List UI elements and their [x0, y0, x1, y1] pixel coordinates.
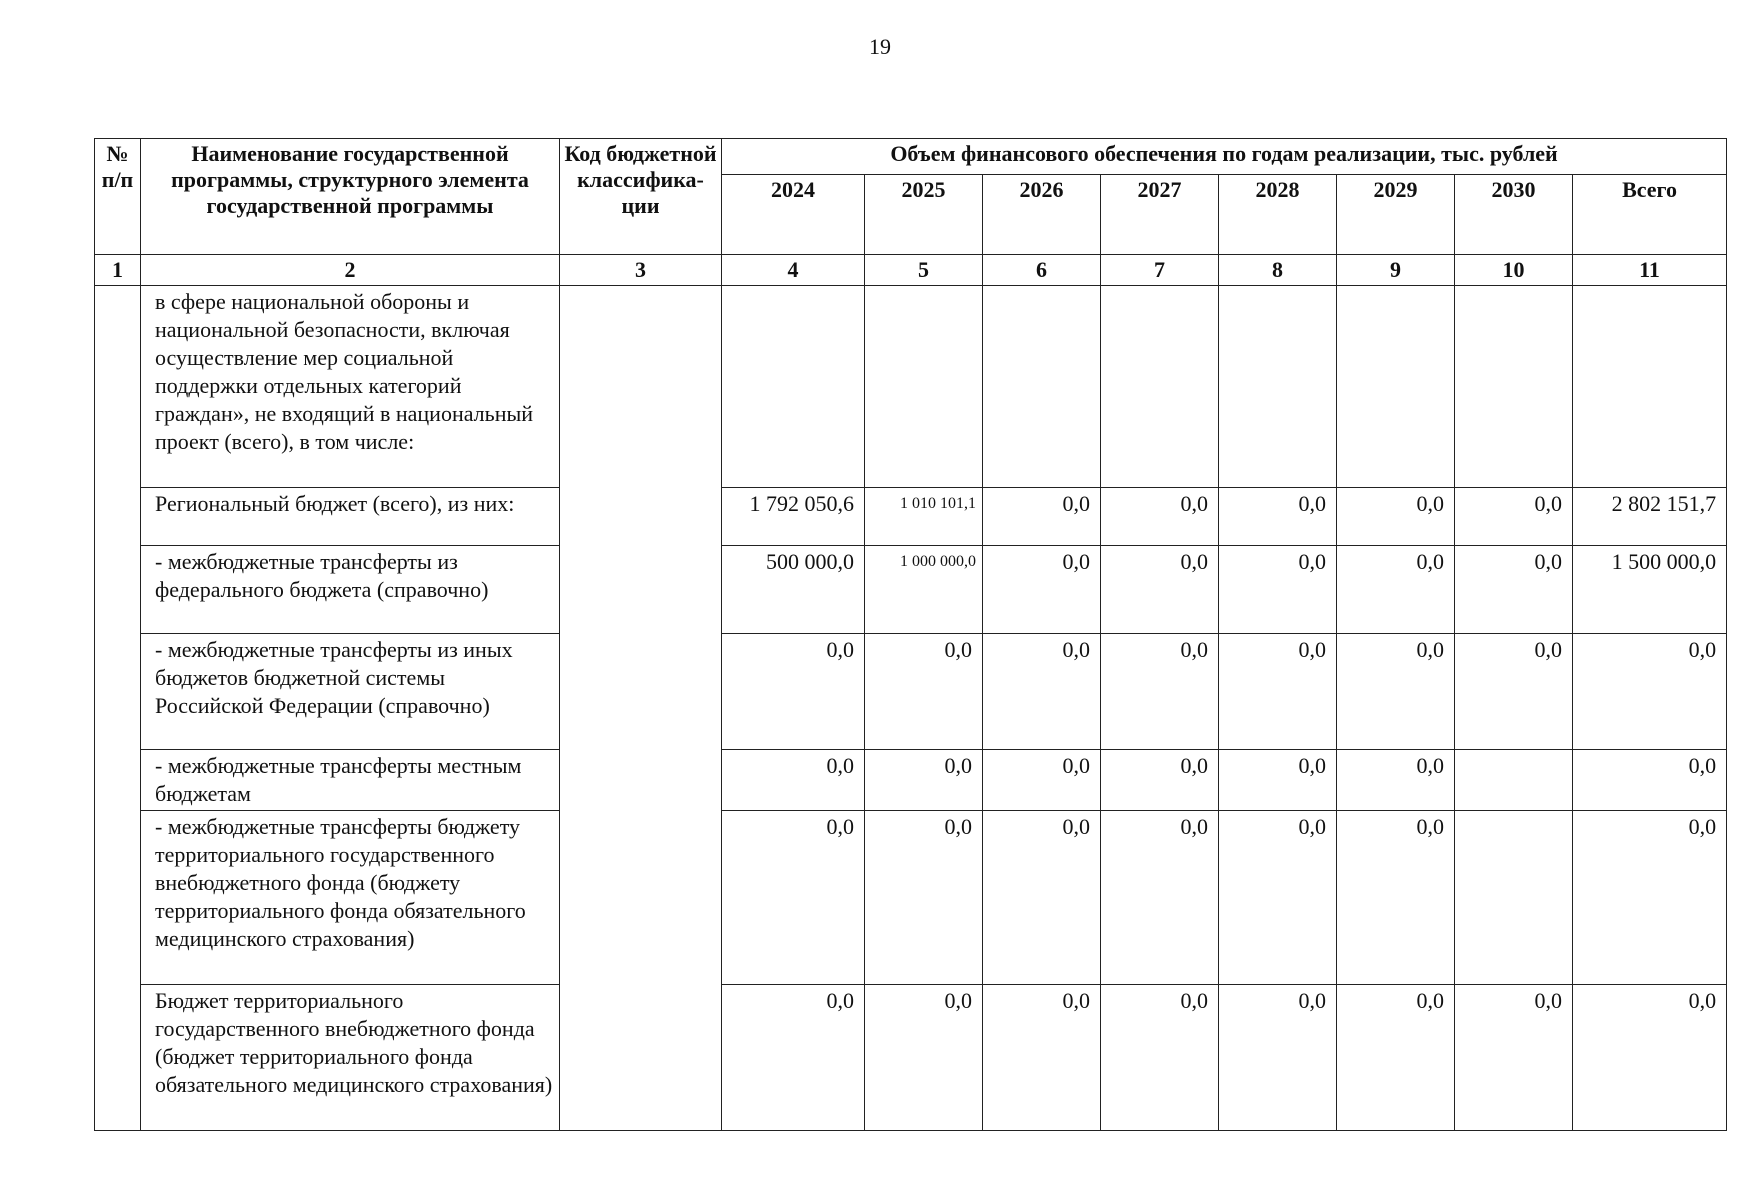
- value-cell: [983, 286, 1101, 488]
- value-cell: 2 802 151,7: [1573, 488, 1727, 546]
- value-cell: 0,0: [1219, 985, 1337, 1131]
- value-cell: 0,0: [722, 985, 865, 1131]
- table-row: [95, 286, 1727, 488]
- value-cell: 0,0: [1455, 634, 1573, 750]
- value-cell: 0,0: [1219, 811, 1337, 985]
- value-cell: 0,0: [1101, 985, 1219, 1131]
- column-number: 3: [560, 255, 722, 286]
- column-number-row: [95, 255, 1727, 286]
- header-year: 2027: [1101, 175, 1219, 255]
- header-code: Код бюджетной классифика-ции: [560, 139, 722, 255]
- value-cell: 0,0: [1573, 811, 1727, 985]
- value-cell: [1101, 286, 1219, 488]
- value-cell: 0,0: [1337, 811, 1455, 985]
- table-row: [95, 634, 1727, 750]
- value-cell: 0,0: [722, 811, 865, 985]
- value-cell: 0,0: [1573, 634, 1727, 750]
- value-cell: [1455, 811, 1573, 985]
- value-cell: 0,0: [1219, 750, 1337, 811]
- header-year: 2025: [865, 175, 983, 255]
- value-cell: 1 500 000,0: [1573, 546, 1727, 634]
- value-cell: 0,0: [1337, 750, 1455, 811]
- value-cell: 0,0: [1455, 488, 1573, 546]
- header-num: № п/п: [95, 139, 141, 255]
- header-year: 2028: [1219, 175, 1337, 255]
- value-cell: 0,0: [865, 811, 983, 985]
- value-cell: 0,0: [1219, 546, 1337, 634]
- value-cell: [722, 286, 865, 488]
- value-cell: 0,0: [1337, 546, 1455, 634]
- value-cell: 0,0: [865, 985, 983, 1131]
- column-number: 4: [722, 255, 865, 286]
- column-number: 6: [983, 255, 1101, 286]
- column-number: 10: [1455, 255, 1573, 286]
- value-cell: [1219, 286, 1337, 488]
- value-cell: 0,0: [983, 985, 1101, 1131]
- column-number: 7: [1101, 255, 1219, 286]
- value-cell: 0,0: [1219, 488, 1337, 546]
- value-cell: 0,0: [1219, 634, 1337, 750]
- table-row: [95, 985, 1727, 1131]
- row-name: Бюджет территориального государственного внебюджетного фонда (бюджет территориального фонда обязательного медицинского страхования): [141, 985, 560, 1131]
- header-year: 2029: [1337, 175, 1455, 255]
- budget-table: [94, 138, 1727, 1131]
- row-name: в сфере национальной обороны и национальной безопасности, включая осуществление мер социальной поддержки отдельных категорий граждан», не входящий в национальный проект (всего), в том числе:: [141, 286, 560, 488]
- value-cell: 0,0: [1101, 750, 1219, 811]
- value-cell: 0,0: [1573, 750, 1727, 811]
- row-name: - межбюджетные трансферты бюджету территориального государственного внебюджетного фонда (бюджету территориального фонда обязательного медицинского страхования): [141, 811, 560, 985]
- value-cell: 0,0: [1101, 546, 1219, 634]
- value-cell: 0,0: [865, 634, 983, 750]
- column-number: 2: [141, 255, 560, 286]
- row-name: - межбюджетные трансферты из федерального бюджета (справочно): [141, 546, 560, 634]
- column-number: 9: [1337, 255, 1455, 286]
- value-cell: 500 000,0: [722, 546, 865, 634]
- table-row: [95, 750, 1727, 811]
- value-cell: 0,0: [983, 750, 1101, 811]
- page-number: 19: [869, 34, 891, 59]
- value-cell: [1337, 286, 1455, 488]
- row-number-cell: [95, 286, 141, 1131]
- value-cell: 0,0: [1337, 488, 1455, 546]
- value-cell: 1 792 050,6: [722, 488, 865, 546]
- table-row: [95, 546, 1727, 634]
- value-cell: [1455, 750, 1573, 811]
- header-year: 2030: [1455, 175, 1573, 255]
- value-cell: 0,0: [983, 634, 1101, 750]
- header-year: 2024: [722, 175, 865, 255]
- table-row: [95, 488, 1727, 546]
- value-cell: 0,0: [865, 750, 983, 811]
- value-cell: 1 000 000,0: [865, 546, 983, 634]
- row-name: - межбюджетные трансферты местным бюджетам: [141, 750, 560, 811]
- row-name: - межбюджетные трансферты из иных бюджетов бюджетной системы Российской Федерации (справочно): [141, 634, 560, 750]
- column-number: 11: [1573, 255, 1727, 286]
- value-cell: 0,0: [983, 546, 1101, 634]
- header-year: 2026: [983, 175, 1101, 255]
- column-number: 8: [1219, 255, 1337, 286]
- value-cell: [1455, 286, 1573, 488]
- value-cell: 0,0: [1101, 634, 1219, 750]
- value-cell: 1 010 101,1: [865, 488, 983, 546]
- value-cell: 0,0: [1337, 985, 1455, 1131]
- value-cell: 0,0: [1455, 985, 1573, 1131]
- header-row-group: [95, 139, 1727, 175]
- value-cell: 0,0: [1101, 811, 1219, 985]
- column-number: 5: [865, 255, 983, 286]
- value-cell: 0,0: [1337, 634, 1455, 750]
- value-cell: 0,0: [1455, 546, 1573, 634]
- value-cell: 0,0: [983, 811, 1101, 985]
- value-cell: 0,0: [722, 750, 865, 811]
- header-funding-group: Объем финансового обеспечения по годам реализации, тыс. рублей: [722, 139, 1727, 175]
- value-cell: 0,0: [1101, 488, 1219, 546]
- value-cell: [1573, 286, 1727, 488]
- header-total: Всего: [1573, 175, 1727, 255]
- value-cell: [865, 286, 983, 488]
- value-cell: 0,0: [983, 488, 1101, 546]
- value-cell: 0,0: [1573, 985, 1727, 1131]
- column-number: 1: [95, 255, 141, 286]
- header-name: Наименование государственной программы, структурного элемента государственной программы: [141, 139, 560, 255]
- row-name: Региональный бюджет (всего), из них:: [141, 488, 560, 546]
- value-cell: 0,0: [722, 634, 865, 750]
- table-row: [95, 811, 1727, 985]
- budget-code-cell: [560, 286, 722, 1131]
